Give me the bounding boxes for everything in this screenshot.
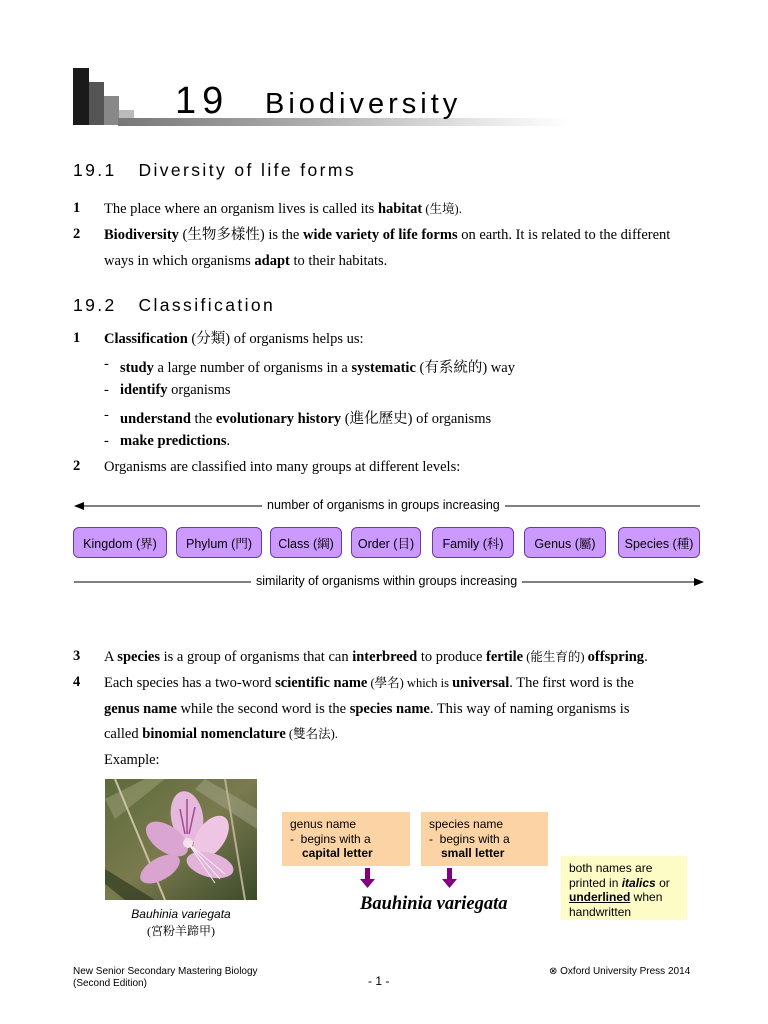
level-order: Order (目) [351,527,421,558]
item-number: 2 [73,226,81,242]
term-interbreed: interbreed [352,649,418,665]
term-underlined: underlined [569,890,631,904]
section-heading-19-1: 19.1 Diversity of life forms [73,160,357,180]
bullet-dash: - [104,433,109,449]
note-line4: handwritten [569,904,632,919]
text: Each species has a two-word [104,675,276,691]
paragraph-levels: Organisms are classified into many groups at different levels: [104,459,461,475]
item-number: 1 [73,200,81,216]
bottom-arrow-label: similarity of organisms within groups increasing [251,574,522,588]
chapter-title: Biodiversity [265,88,462,120]
term-identify: identify [120,382,168,398]
text: while the second word is the [176,701,350,717]
bullet-dash: - [104,356,109,372]
scientific-name-example: Bauhinia variegata [360,894,508,914]
term-genus-name: genus name [104,701,177,717]
term-adapt: adapt [254,253,290,269]
genus-name-box [282,812,410,866]
term-biodiversity: Biodiversity [104,227,179,243]
footer-line2: (Second Edition) [73,978,147,989]
level-genus: Genus (屬) [524,527,606,558]
term-evolutionary-history: evolutionary history [215,411,342,427]
footer-book-title [73,966,258,990]
text: ways in which organisms [104,253,255,269]
item-number: 4 [73,674,81,690]
bullet-dash: - [104,407,109,423]
term-study: study [120,360,154,376]
note-line2 [569,876,679,891]
photo-caption-latin: Bauhinia variegata [131,907,231,921]
text: (分類) of organisms helps us: [187,331,364,347]
term-italics: italics [621,875,656,890]
level-class: Class (綱) [270,527,342,558]
text: (雙名法). [285,727,338,741]
level-phylum: Phylum (門) [176,527,262,558]
term-offspring: offspring [587,649,645,665]
term-understand: understand [120,411,191,427]
level-species: Species (種) [618,527,700,558]
term-variety: wide variety of life forms [302,227,458,243]
text: organisms [167,382,231,398]
text: . [226,433,231,449]
level-family: Family (科) [432,527,514,558]
text: . [644,649,648,665]
note-line1: both names are [569,861,653,875]
text: (學名) which is [367,676,453,690]
paragraph-scientific-name [104,674,634,692]
term-fertile: fertile [486,649,524,665]
text: (進化歷史) of organisms [341,411,492,427]
text: or [655,875,670,890]
text: The place where an organism lives is called its [104,201,378,217]
species-box-line3: small letter [441,846,505,860]
term-make-predictions: make predictions [120,433,227,449]
term-universal: universal [452,675,510,691]
text: to their habitats. [289,253,388,269]
text: called [104,726,143,742]
term-scientific-name: scientific name [275,675,368,691]
bauhinia-flower-photo [105,779,257,900]
text: when [630,890,663,904]
text: . This way of naming organisms is [429,701,630,717]
text: (有系統的) way [415,360,515,376]
top-arrow-label: number of organisms in groups increasing [262,498,505,512]
genus-box-title: genus name [290,817,357,831]
bullet-dash: - [104,382,109,398]
text: a large number of organisms in a [153,360,352,376]
example-label: Example: [104,752,160,768]
page-number: - 1 - [368,974,390,988]
text: to produce [417,649,487,665]
naming-note-box [561,856,687,920]
text: (生物多樣性) is the [178,227,303,243]
paragraph-species [104,648,648,666]
item-number: 2 [73,458,81,474]
text: A [104,649,118,665]
section-heading-19-2: 19.2 Classification [73,295,276,315]
footer-line1: New Senior Secondary Mastering Biology [73,966,258,977]
term-species-name: species name [349,701,430,717]
term-binomial-nomenclature: binomial nomenclature [142,726,286,742]
species-box-title: species name [429,817,504,831]
genus-box-line3: capital letter [302,846,373,860]
term-classification: Classification [104,331,188,347]
term-species: species [117,649,160,665]
text: (能生育的) [523,650,588,664]
item-number: 1 [73,330,81,346]
species-name-box [421,812,548,866]
text: on earth. It is related to the different [457,227,671,243]
level-kingdom: Kingdom (界) [73,527,167,558]
genus-box-line2: - begins with a [290,831,371,846]
species-box-line2: - begins with a [429,831,510,846]
term-systematic: systematic [351,360,416,376]
photo-caption-chinese: (宮粉羊蹄甲) [147,924,215,938]
term-habitat: habitat [377,201,423,217]
text: the [190,411,216,427]
text: printed in [569,875,622,890]
chapter-number: 19 [175,80,230,122]
text: is a group of organisms that can [159,649,353,665]
text: (生境). [422,202,462,216]
paragraph-scientific-name-l2 [104,700,629,718]
note-line3 [569,890,679,905]
text: . The first word is the [509,675,634,691]
item-number: 3 [73,648,81,664]
footer-publisher: ⊗ Oxford University Press 2014 [549,966,691,977]
paragraph-scientific-name-l3 [104,725,338,743]
down-arrows [355,866,465,892]
